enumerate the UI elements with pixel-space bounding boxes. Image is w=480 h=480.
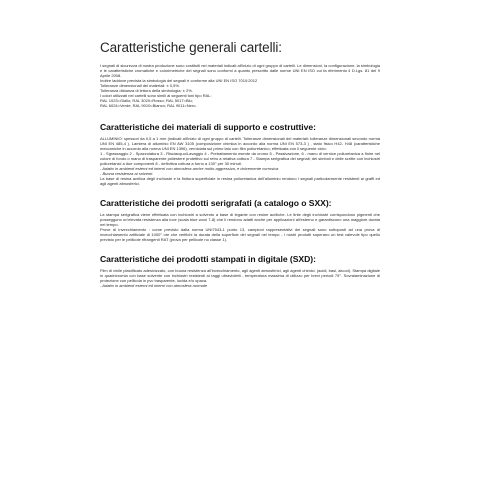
materials-note-1: - Adatto in ambienti esterni ed interni con atmosfera anche molto aggressiva, e dolcemente corrosiva bbox=[100, 166, 279, 171]
screenprinted-paragraph-2: Prove di invecchiamento : come previsto dalla norma UNI7543-1 punto 13, campioni rappresentativi dei segnali sono sottoposti ad una prova di invecchiamento artificiale di 1000° ore che verifichi la durata della superficie dei segnali nel tempo - i nostri prodotti superano un test valevole tipo quello previsto per le pellicole rifrangenti RAT (prova per pellicole no classe 1). bbox=[100, 227, 380, 242]
intro-ral-line-2: RAL 6024=Verde; RAL 9010=Bianco; RAL 9011=Nero. bbox=[100, 103, 197, 108]
section-screenprinted bbox=[100, 198, 380, 242]
section-title-materials: Caratteristiche dei materiali di supporto e costruttive: bbox=[100, 122, 316, 132]
materials-paragraph-1: ALLUMINIO: spessori da 0,5 a 1 mm (indicati all'inizio di ogni gruppo di cartelli. Tolleranze dimensionali dei materiali: tolleranze dimensionali secondo norma UNI EN 485-4 ). Lamiera di alluminio EN AW 3105 (composizione chimica in accordo alla norma UNI EN 573-3 ) , stato fisico H42- H48 (caratteristiche meccaniche in accordo alla norma UNI EN 1396), verniciata sul primo lato con film poliuretanico; effettuata con il seguente ciclo: bbox=[100, 136, 380, 151]
section-digital bbox=[100, 254, 380, 288]
digital-note-1: - Adatto in ambienti esterni ed interni con atmosfera normale bbox=[100, 283, 208, 288]
materials-paragraph-2: 1 - Sgrassaggio 2 - Spazzolatura 3 - Risciacquo/Lavaggio 4 - Pretrattamento esente da cromo 5 - Passivazione, 6 - mano di vernice poliuretanica a finire nel colore di fondo o mano di trasparente poliestere protettivo sul retro a relativa cottura 7 - Stampa serigrafica dei segnali; dei simboli e delle scritte con inchiostri poliuretanici a due componenti 8 - definitiva cottura a forno a 130° per 30 minuti. bbox=[100, 151, 380, 166]
intro-ral-heading: I colori utilizzati nei cartelli sono simili ai seguenti toni tipo RAL: bbox=[100, 93, 212, 98]
screenprinted-paragraph-1: La stampa serigrafica viene effettuata con inchiostri a solvento a base di legante con resine acriliche. Le tinte degli inchiostri corrispondono pigmenti che posseggono un'elevata resistenza alla luce (scala blue wool 7-8) che li rendono adatti anche per applicazioni all'esterno e garantiscono una maggiore durata nel tempo. bbox=[100, 212, 380, 227]
digital-paragraph-1: Film di vinile plastificato adesivizzato, con buona resistenza all'invecchiamento, agli agenti atmosferici, agli agenti chimici. (acidi, basi, alcool). Stampa digitale in quadricromia con base solvente con inchiostri resistenti ai raggi ultravioletti - temperatura massima di utilizzo per brevi periodi 75°. Sovralaminazione di protezione con pellicola in pvc trasparente, lucida e/o opaca. bbox=[100, 268, 380, 283]
intro-tolerance-materials: Tolleranze dimensionali dei materiali: ± 0,5%. bbox=[100, 83, 181, 88]
page-title: Caratteristiche generali cartelli: bbox=[100, 40, 282, 55]
materials-paragraph-3: La base di resina acrilica degli inchiostri e la finitura superficiale in resina poliuretanica dell'alluminio rendono i segnali particolarmente resistenti ai graffi ed agli agenti atmosferici. bbox=[100, 176, 380, 186]
intro-paragraph-2: Inoltre laddove prevista la simbologia dei segnali è conforme alla UNI EN ISO 7010:2012 bbox=[100, 78, 258, 83]
intro-section bbox=[100, 63, 380, 108]
section-materials bbox=[100, 122, 380, 186]
materials-note-2: - Buona resistenza ai solventi. bbox=[100, 171, 154, 176]
intro-tolerance-reading: Tolleranza distanza di lettura della simbologia: ± 2%. bbox=[100, 88, 193, 93]
section-title-screenprinted: Caratteristiche dei prodotti serigrafati (a catalogo o SXX): bbox=[100, 198, 332, 208]
intro-paragraph-1: I segnali di sicurezza di nostra produzione sono costituiti nei materiali indicati all'inizio di ogni gruppo di cartelli. Le dimensioni, la configurazione, la simbologia e le caratteristiche cromatiche e colorimetriche dei segnali sono conformi a quanto prescritto dalle norme UNI EN ISO cui fa riferimento il D.Lgs. 81 del 9 Aprile 2008. bbox=[100, 63, 380, 78]
document-page bbox=[100, 40, 380, 300]
section-title-digital: Caratteristiche dei prodotti stampati in digitale (SXD): bbox=[100, 254, 316, 264]
intro-ral-line-1: RAL 1023=Giallo; RAL 3020=Rosso; RAL 5017=Blu; bbox=[100, 98, 193, 103]
